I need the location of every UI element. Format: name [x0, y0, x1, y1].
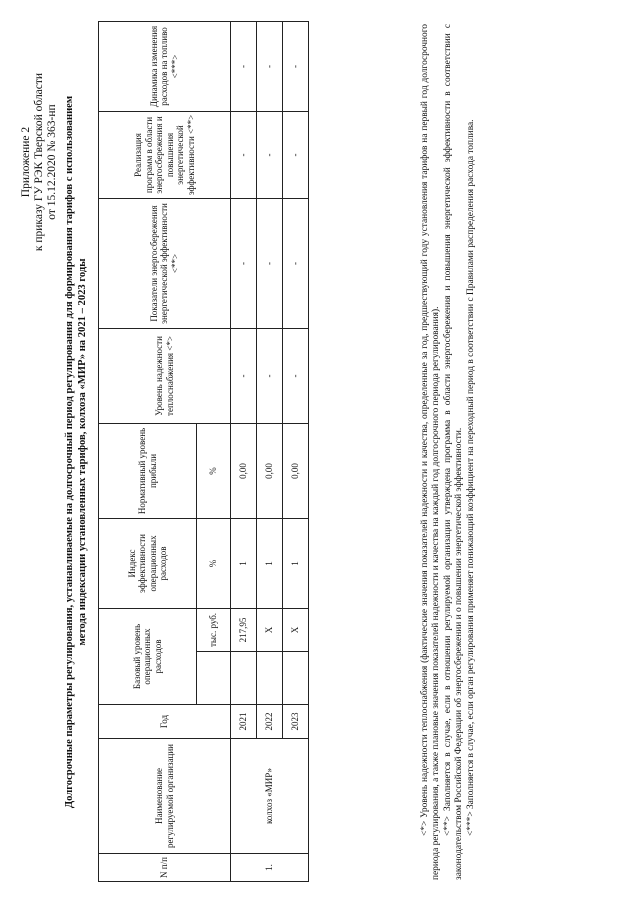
cell-reliability: -: [256, 328, 282, 423]
cell-energy: -: [256, 198, 282, 328]
units-index: %: [196, 518, 230, 608]
appendix-header: [20, 12, 59, 312]
header-reliability: Уровень надежности теплоснабжения <*>: [98, 328, 230, 423]
cell-profit: 0,00: [256, 423, 282, 518]
units-spacer: [196, 652, 230, 705]
cell-base: Х: [282, 608, 308, 651]
cell-index: 1: [256, 518, 282, 608]
appendix-line-1: Приложение 2: [19, 126, 32, 198]
cell-base: 217,95: [230, 608, 256, 651]
cell-fuel: -: [256, 21, 282, 111]
cell-base-spacer: [230, 652, 256, 705]
units-profit: %: [196, 423, 230, 518]
footnote-2: <**> Заполняется в случае, если в отношении регулируемой организации утверждена программа в области энергосбережения и повышения энергетической эффективности в соответствии с законодательством Российской Федерации об энергосбережении и о повышении энергетической эффективности.: [442, 24, 464, 880]
cell-program: -: [256, 111, 282, 198]
cell-energy: -: [230, 198, 256, 328]
cell-energy: -: [282, 198, 308, 328]
cell-program: -: [230, 111, 256, 198]
header-org: Наименование регулируемой организации: [98, 739, 230, 854]
header-num: N п/п: [98, 854, 230, 882]
cell-year: 2023: [282, 705, 308, 739]
appendix-line-2: к приказу ГУ РЭК Тверской области: [32, 72, 45, 252]
row-number: 1.: [230, 854, 308, 882]
document-title: [64, 12, 89, 892]
cell-fuel: -: [282, 21, 308, 111]
header-fuel: Динамика изменения расходов на топливо <***>: [98, 21, 230, 111]
rotated-document-page: [20, 12, 620, 892]
cell-year: 2022: [256, 705, 282, 739]
parameters-table: [98, 21, 309, 882]
cell-fuel: -: [230, 21, 256, 111]
header-energy: Показатели энергосбережения энергетической эффективности <**>: [98, 198, 230, 328]
cell-base: Х: [256, 608, 282, 651]
cell-reliability: -: [282, 328, 308, 423]
header-profit: Нормативный уровень прибыли: [98, 423, 196, 518]
header-year: Год: [98, 705, 230, 739]
org-name: колхоз «МИР»: [230, 739, 308, 854]
cell-program: -: [282, 111, 308, 198]
cell-profit: 0,00: [282, 423, 308, 518]
table-row: [230, 21, 256, 881]
cell-index: 1: [282, 518, 308, 608]
header-program: Реализация программ в области энергосбережения и повышения энергетической эффективности <**>: [98, 111, 230, 198]
header-row: [98, 21, 196, 881]
footnotes: [420, 24, 477, 880]
title-line-1: Долгосрочные параметры регулирования, устанавливаемые на долгосрочный период регулирования для формирования тарифов с использованием: [63, 95, 75, 809]
cell-reliability: -: [230, 328, 256, 423]
header-index: Индекс эффективности операционных расходов: [98, 518, 196, 608]
header-base: Базовый уровень операционных расходов: [98, 608, 196, 704]
cell-base-spacer: [256, 652, 282, 705]
appendix-line-3: от 15.12.2020 № 363-нп: [45, 104, 58, 220]
cell-year: 2021: [230, 705, 256, 739]
title-line-2: метода индексации установленных тарифов, колхоза «МИР» на 2021 – 2023 годы: [76, 258, 87, 646]
cell-profit: 0,00: [230, 423, 256, 518]
cell-index: 1: [230, 518, 256, 608]
footnote-1: <*> Уровень надежности теплоснабжения (фактические значения показателей надежности и качества, определенные за год, предшествующий году установления тарифов на первый год долгосрочного периода регулирования, а также плановые значения показателей надежности и качества на каждый год долгосрочного периода регулирования).: [419, 24, 441, 880]
cell-base-spacer: [282, 652, 308, 705]
units-base: тыс. руб.: [196, 608, 230, 651]
footnote-3: <***> Заполняется в случае, если орган регулирования применяет понижающий коэффициент на переходный период в соответствии с Правилами распределения расхода топлива.: [465, 119, 476, 836]
